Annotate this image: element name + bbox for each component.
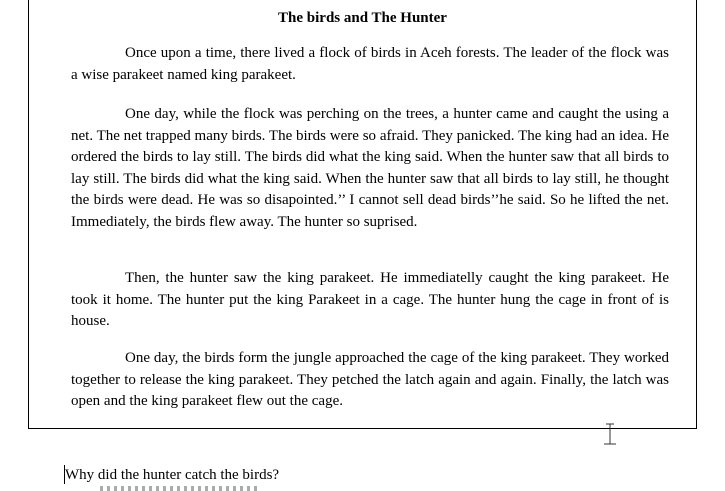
story-paragraph: One day, while the flock was perching on the trees, a hunter came and caught the using a net. The net trapped many birds. The birds were so afraid. They panicked. The king had an idea. He ordered the birds to lay still. The birds did what the king said. When the hunter saw that all birds to lay still. The birds did what the king said. When the hunter saw that all birds to lay still, he thought the birds were dead. He was so disapointed.’’ I cannot sell dead birds’’he said. So he lifted the net. Immediately, the birds flew away. The hunter so suprised. [71,106,669,230]
story-paragraph: One day, the birds form the jungle approached the cage of the king parakeet. They worked together to release the king parakeet. They petched the latch again and again. Finally, the latch was open and the king parakeet flew out the cage. [71,350,669,410]
question-text[interactable]: Why did the hunter catch the birds? [65,467,280,483]
document-title: The birds and The Hunter [278,10,447,26]
text-ibeam-icon [604,421,616,447]
story-text-box [28,0,697,429]
story-paragraph: Once upon a time, there lived a flock of birds in Aceh forests. The leader of the flock was a wise parakeet named king parakeet. [71,45,669,83]
story-paragraph: Then, the hunter saw the king parakeet. He immediatelly caught the king parakeet. He took it home. The hunter put the king Parakeet in a cage. The hunter hung the cage in front of is house. [71,270,669,330]
cutoff-text-line [100,486,260,491]
